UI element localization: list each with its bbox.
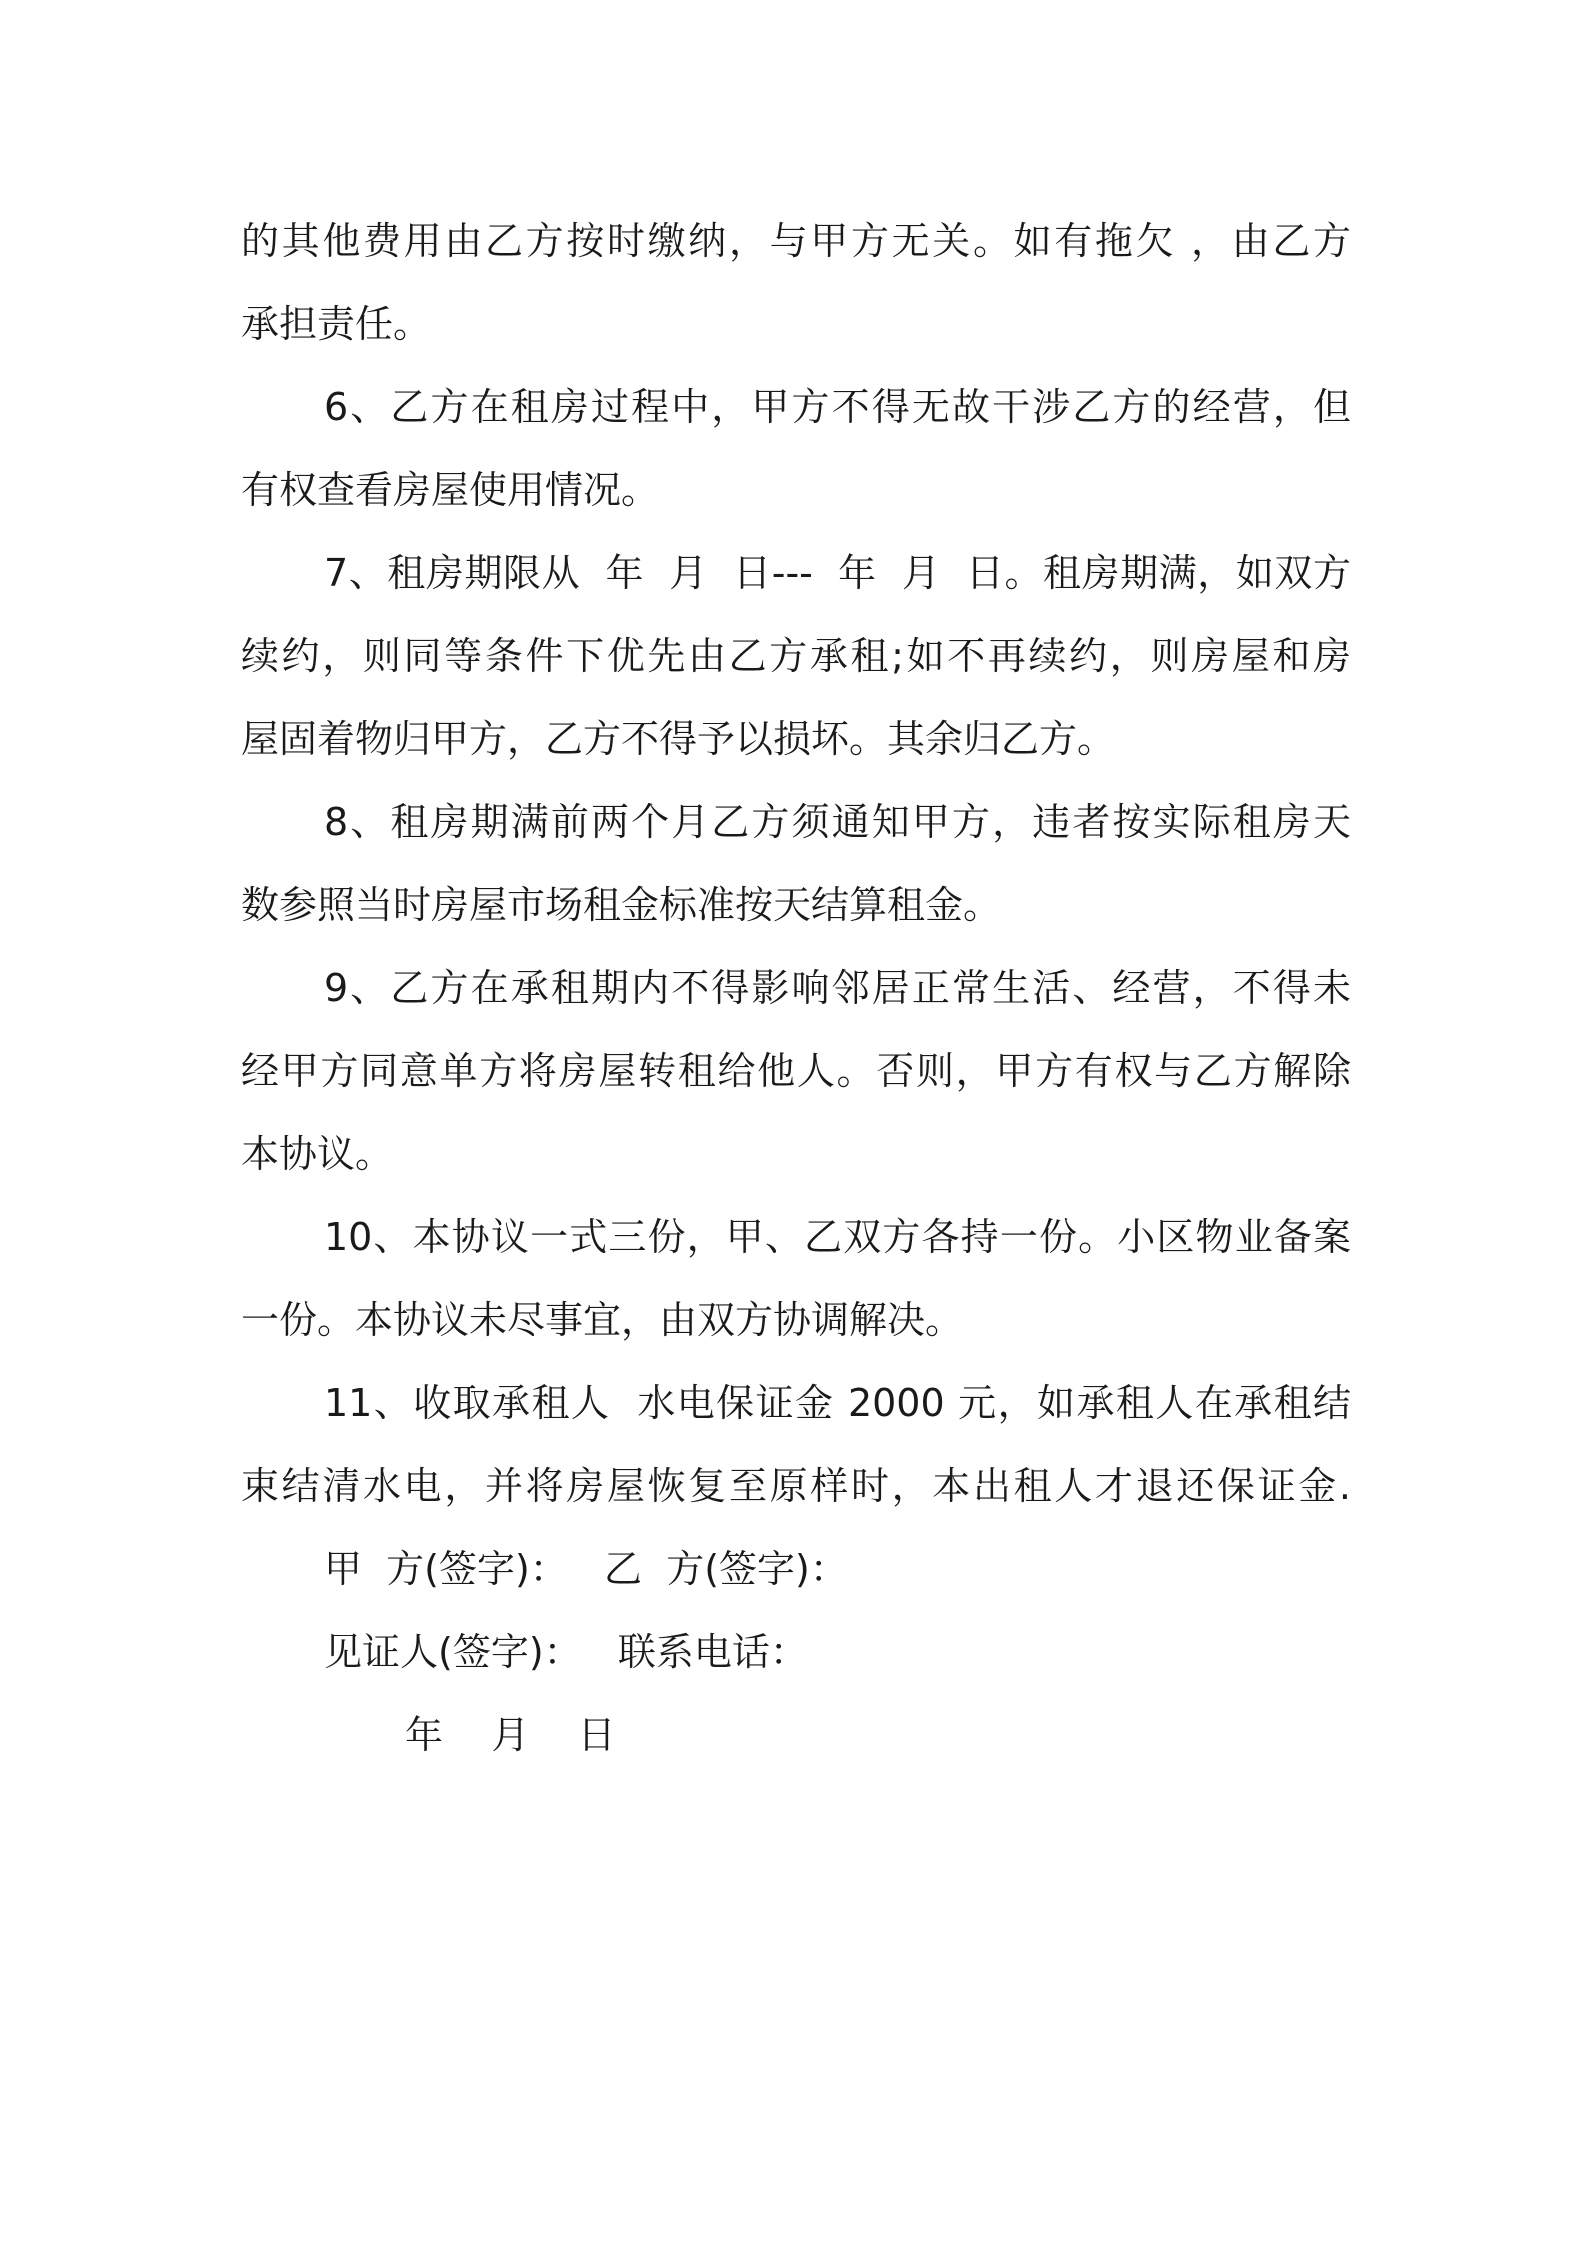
clause-11-line: 11、收取承租人 水电保证金 2000 元，如承租人在承租结 <box>324 1381 1351 1425</box>
clause-11-line: 束结清水电，并将房屋恢复至原样时，本出租人才退还保证金. <box>241 1464 1351 1508</box>
clause-7-line: 续约，则同等条件下优先由乙方承租;如不再续约，则房屋和房 <box>241 634 1351 678</box>
clause-9-line: 本协议。 <box>241 1132 394 1176</box>
clause-7-line: 7、租房期限从 年 月 日--- 年 月 日。租房期满，如双方 <box>324 551 1351 595</box>
date-line: 年 月 日 <box>405 1713 616 1757</box>
clause-6-line: 6、乙方在租房过程中，甲方不得无故干涉乙方的经营，但 <box>324 385 1351 429</box>
clause-7-line: 屋固着物归甲方，乙方不得予以损坏。其余归乙方。 <box>241 717 1116 761</box>
clause-9-line: 9、乙方在承租期内不得影响邻居正常生活、经营，不得未 <box>324 966 1351 1010</box>
clause-6-line: 有权查看房屋使用情况。 <box>241 468 660 512</box>
signature-line-witness: 见证人(签字)： 联系电话： <box>324 1630 808 1674</box>
document-body <box>241 200 1351 1777</box>
signature-line-parties: 甲 方(签字)： 乙 方(签字)： <box>324 1547 848 1591</box>
paragraph-line: 的其他费用由乙方按时缴纳，与甲方无关。如有拖欠 ，由乙方 <box>241 219 1351 263</box>
clause-10-line: 一份。本协议未尽事宜，由双方协调解决。 <box>241 1298 964 1342</box>
paragraph-line: 承担责任。 <box>241 302 432 346</box>
clause-8-line: 数参照当时房屋市场租金标准按天结算租金。 <box>241 883 1002 927</box>
clause-10-line: 10、本协议一式三份，甲、乙双方各持一份。小区物业备案 <box>324 1215 1351 1259</box>
clause-8-line: 8、租房期满前两个月乙方须通知甲方，违者按实际租房天 <box>324 800 1351 844</box>
clause-9-line: 经甲方同意单方将房屋转租给他人。否则，甲方有权与乙方解除 <box>241 1049 1351 1093</box>
